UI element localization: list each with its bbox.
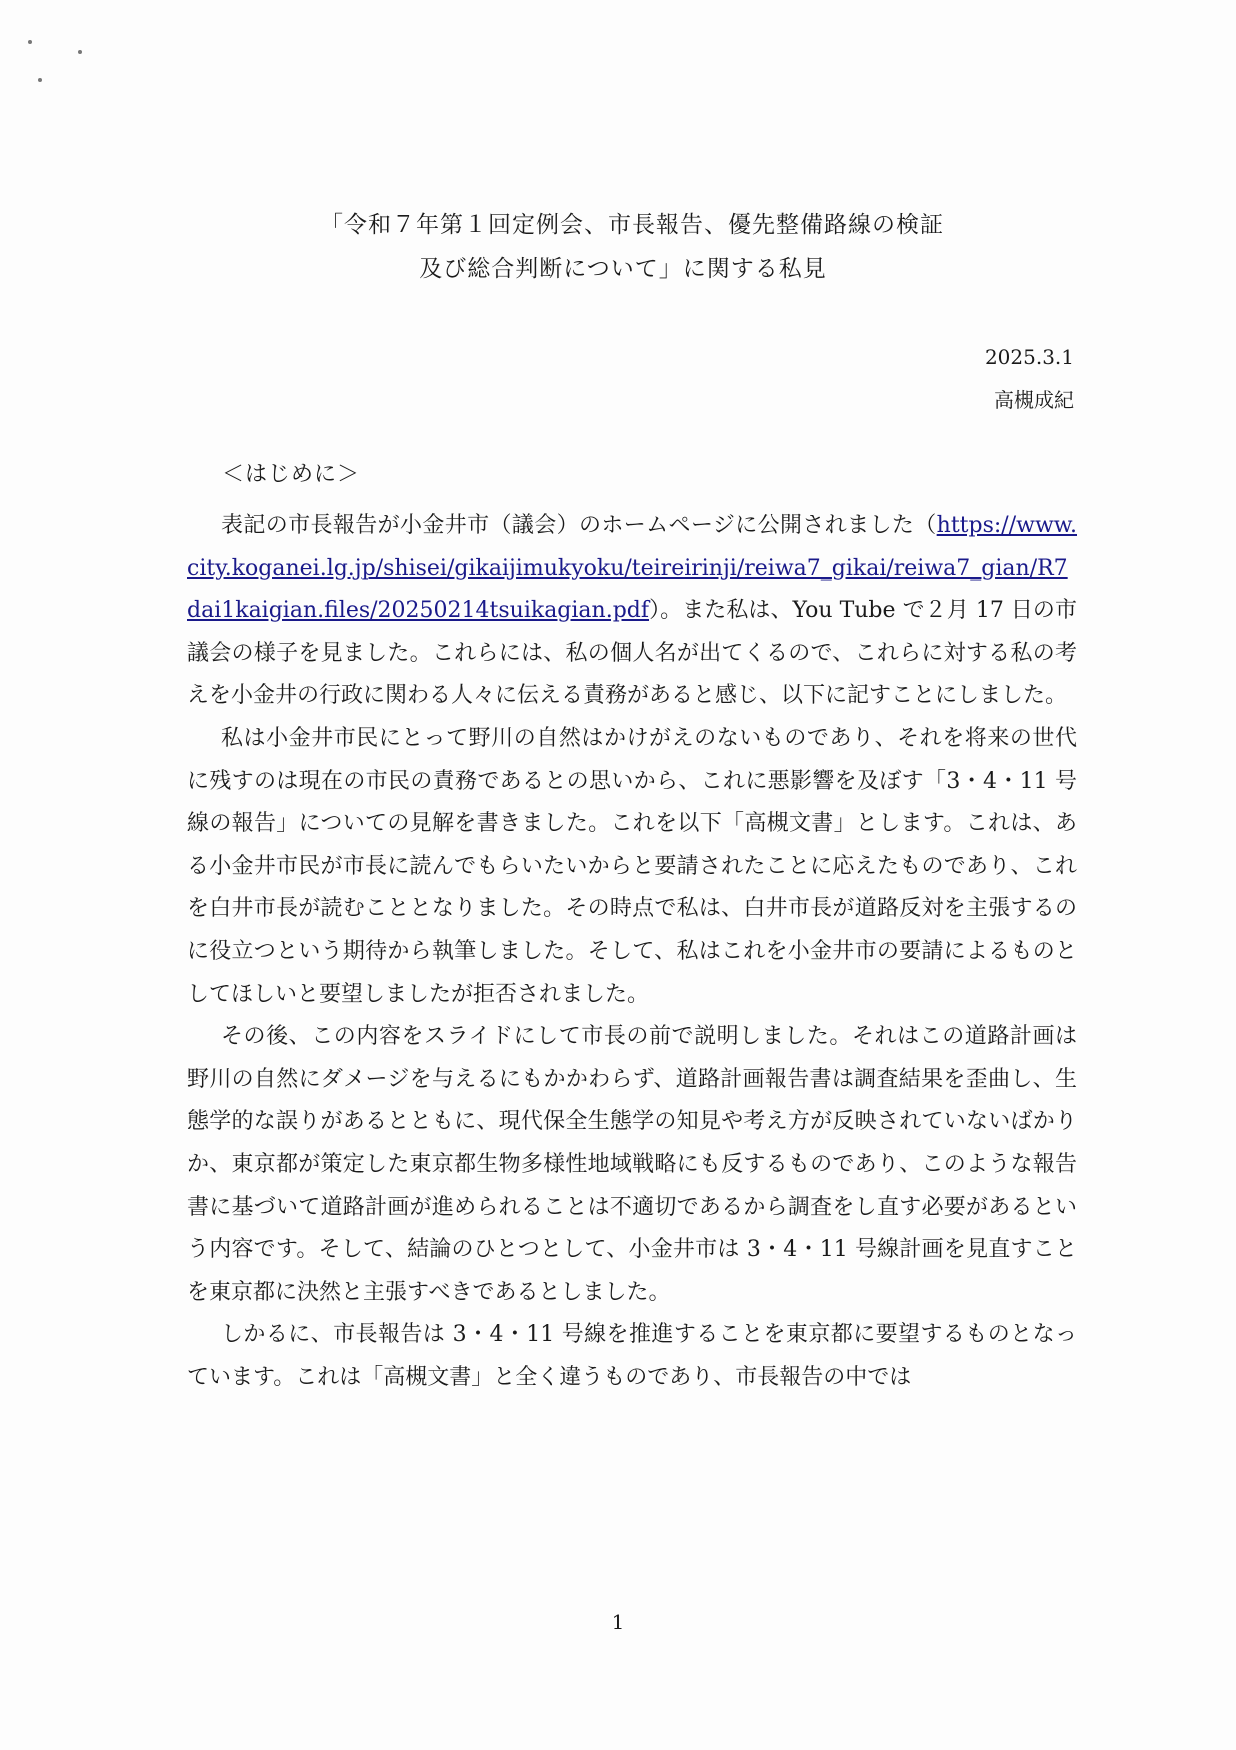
document-date: 2025.3.1 [984, 345, 1074, 369]
scan-speck [38, 78, 42, 82]
section-heading: ＜はじめに＞ [222, 462, 361, 487]
paragraph-1-intro: 表記の市長報告が小金井市（議会）のホームページに公開されました（ [221, 513, 937, 538]
title-line-2: 及び総合判断について」に関する私見 [419, 256, 827, 282]
title-line-1: 「令和７年第１回定例会、市長報告、優先整備路線の検証 [320, 212, 944, 238]
body-text [187, 505, 1077, 1399]
paragraph-1 [187, 505, 1077, 718]
paragraph-4: しかるに、市長報告は 3・4・11 号線を推進することを東京都に要望するものとなっています。これは「高槻文書」と全く違うものであり、市長報告の中では [187, 1322, 1077, 1390]
scan-speck [78, 50, 82, 54]
paragraph-2: 私は小金井市民にとって野川の自然はかけがえのないものであり、それを将来の世代に残すのは現在の市民の責務であるとの思いから、これに悪影響を及ぼす「3・4・11 号線の報告」についての見解を書きました。これを以下「高槻文書」とします。これは、ある小金井市民が市長に読んでもらいたいからと要請されたことに応えたものであり、これを白井市長が読むこととなりました。その時点で私は、白井市長が道路反対を主張するのに役立つという期待から執筆しました。そして、私はこれを小金井市の要請によるものとしてほしいと要望しましたが拒否されました。 [187, 725, 1077, 1007]
paragraph-1-rest: ）。また私は、You Tube で２月 17 日の市議会の様子を見ました。これらには、私の個人名が出てくるので、これらに対する私の考えを小金井の行政に関わる人々に伝える責務があると感じ、以下に記すことにしました。 [187, 598, 1077, 709]
document-author: 高槻成紀 [994, 388, 1074, 412]
scan-speck [28, 40, 32, 44]
document-meta [985, 336, 1074, 422]
document-title [0, 203, 1236, 291]
source-link[interactable]: https://www.city.koganei.lg.jp/shisei/gikaijimukyoku/teireirinji/reiwa7_gikai/reiwa7_gian/R7dai1kaigian.files/20250214tsuikagian.pdf [187, 513, 1077, 624]
page-number: 1 [611, 1610, 625, 1634]
paragraph-3: その後、この内容をスライドにして市長の前で説明しました。それはこの道路計画は野川の自然にダメージを与えるにもかかわらず、道路計画報告書は調査結果を歪曲し、生態学的な誤りがあるとともに、現代保全生態学の知見や考え方が反映されていないばかりか、東京都が策定した東京都生物多様性地域戦略にも反するものであり、このような報告書に基づいて道路計画が進められることは不適切であるから調査をし直す必要があるという内容です。そして、結論のひとつとして、小金井市は 3・4・11 号線計画を見直すことを東京都に決然と主張すべきであるとしました。 [187, 1024, 1077, 1305]
